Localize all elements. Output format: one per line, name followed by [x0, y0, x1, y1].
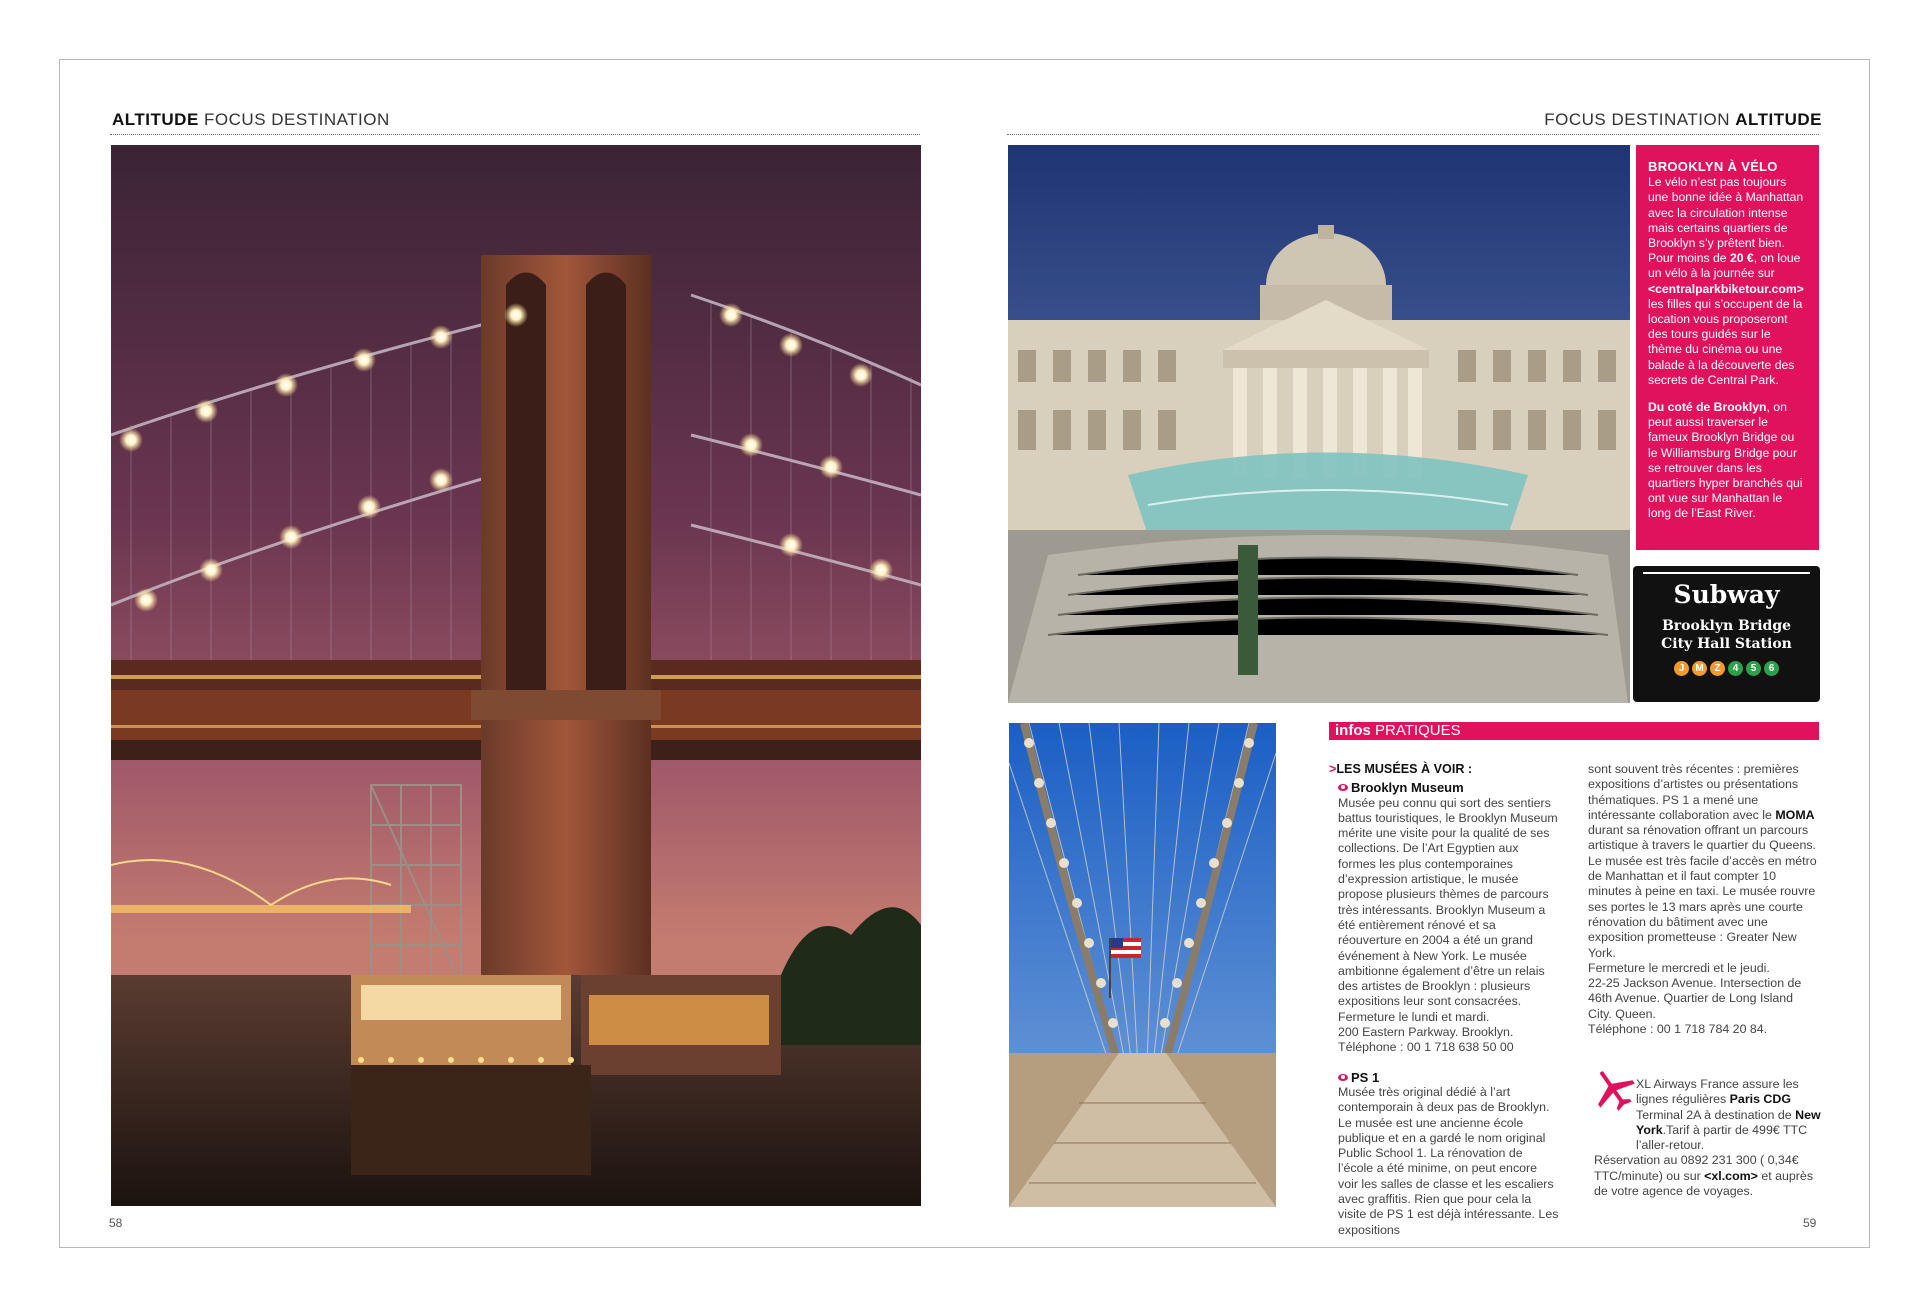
page-number-right: 59 — [1803, 1216, 1817, 1230]
airline-text: XL Airways France assure les lignes régulières — [1636, 1077, 1799, 1107]
museum-description — [1588, 762, 1820, 961]
museum-entry-brooklyn — [1329, 780, 1559, 1238]
station-line-2: City Hall Station — [1661, 636, 1792, 652]
airline-text-indent — [1594, 1077, 1824, 1153]
infos-bar-light: PRATIQUES — [1375, 722, 1461, 739]
box-price: 20 € — [1729, 251, 1754, 266]
subway-line-bullet: M — [1692, 661, 1707, 676]
museum-name: PS 1 — [1351, 1069, 1380, 1085]
box-text: Le vélo n’est pas toujours une bonne idée à Manhattan avec la circulation intense mais certains quartiers de Brooklyn s’y prêtent bien. Pour moins de — [1648, 175, 1804, 266]
header-rule — [1007, 134, 1819, 135]
museum-title — [1338, 1070, 1559, 1085]
airline-text: et auprès de votre agence de voyages. — [1594, 1168, 1814, 1199]
museum-phone: Téléphone : 00 1 718 784 20 84. — [1588, 1022, 1768, 1037]
arrow-icon: > — [1329, 762, 1337, 776]
header-rule — [110, 134, 920, 135]
airline-origin: Paris CDG — [1729, 1092, 1791, 1107]
subway-word: Subway — [1673, 580, 1780, 609]
subway-line-bullet: 5 — [1746, 661, 1761, 676]
infos-column-1 — [1329, 762, 1559, 1238]
subway-line-bullet: Z — [1710, 661, 1725, 676]
museum-address: 22-25 Jackson Avenue. Intersection de 46th Avenue. Quartier de Long Island City. Queen. — [1588, 976, 1802, 1021]
section-heading — [1329, 762, 1559, 777]
museum-hours: Fermeture le mercredi et le jeudi. — [1588, 960, 1770, 975]
subway-line-bullet: 6 — [1764, 661, 1779, 676]
infos-pratiques-bar — [1329, 722, 1819, 740]
box-paragraph-1 — [1648, 175, 1807, 388]
box-subhead: Du coté de Brooklyn — [1648, 400, 1767, 415]
bridge-cables-photo — [1009, 723, 1276, 1207]
museum-hours: Fermeture le lundi et mardi. — [1338, 1009, 1490, 1024]
section-title: LES MUSÉES À VOIR : — [1336, 762, 1473, 776]
airline-website-link[interactable]: <xl.com> — [1704, 1168, 1758, 1183]
eye-icon — [1338, 784, 1348, 791]
header-section: FOCUS DESTINATION — [1544, 110, 1730, 129]
box-title: BROOKLYN À VÉLO — [1648, 159, 1778, 174]
eye-icon — [1338, 1074, 1348, 1081]
airline-booking — [1594, 1153, 1824, 1199]
header-section: FOCUS DESTINATION — [204, 110, 390, 129]
subway-lines — [1633, 661, 1820, 676]
airline-info — [1594, 1077, 1824, 1199]
moma-label: MOMA — [1775, 807, 1815, 822]
header-right — [1544, 110, 1822, 130]
subway-sign — [1633, 566, 1820, 702]
header-brand: ALTITUDE — [1735, 110, 1822, 129]
museum-name: Brooklyn Museum — [1351, 780, 1464, 796]
museum-title — [1338, 780, 1559, 795]
museum-phone: Téléphone : 00 1 718 638 50 00 — [1338, 1040, 1514, 1055]
brooklyn-a-velo-box — [1636, 145, 1819, 550]
column-text: sont souvent très récentes : premières expositions d’artistes ou présentations thématiques. PS 1 a mené une intéressante collaboration avec le — [1588, 762, 1799, 822]
station-line-1: Brooklyn Bridge — [1661, 618, 1792, 634]
sign-rule — [1643, 572, 1810, 574]
airline-text: Réservation au 0892 231 300 ( 0,34€ TTC/minute) ou sur — [1594, 1153, 1799, 1183]
page-number-left: 58 — [109, 1216, 123, 1230]
airline-text: Terminal 2A à destination de — [1636, 1107, 1796, 1122]
subway-line-bullet: 4 — [1728, 661, 1743, 676]
museum-description: Musée peu connu qui sort des sentiers battus touristiques, le Brooklyn Museum mérite une visite pour la qualité de ses collections. De l’Art Egyptien aux formes les plus contemporaines d’expression artistique, le musée propose plusieurs thèmes de parcours très intéressants. Brooklyn Museum a été entièrement rénové et sa réouverture en 2004 a été un grand événement à New York. Le musée ambitionne également d’être un relais des artistes de Brooklyn : plusieurs expositions leur sont consacrées. — [1338, 795, 1558, 1009]
box-text: les filles qui s’occupent de la location vous proposeront des tours guidés sur le thème du cinéma ou une balade à la découverte des secrets de Central Park. — [1648, 296, 1803, 387]
box-text: , on peut aussi traverser le fameux Brooklyn Bridge ou le Williamsburg Bridge pour se retrouver dans les quartiers hyper branchés qui ont vue sur Manhattan le long de l’East River. — [1648, 400, 1803, 521]
box-website-link[interactable]: <centralparkbiketour.com> — [1648, 281, 1804, 296]
museum-address: 200 Eastern Parkway. Brooklyn. — [1338, 1025, 1514, 1040]
museum-description: Musée très original dédié à l’art contemporain à deux pas de Brooklyn. Le musée est une ancienne école publique et en a gardé le nom original Public School 1. La rénovation de l’école a été minime, on peut encore voir les salles de classe et les escaliers avec graffitis. Rien que pour cela la visite de PS 1 est déjà intéressante. Les expositions — [1338, 1084, 1559, 1237]
airline-text: .Tarif à partir de 499€ TTC l’aller-retour. — [1636, 1122, 1808, 1153]
brooklyn-museum-photo — [1008, 145, 1630, 703]
box-paragraph-2 — [1648, 400, 1807, 522]
header-brand: ALTITUDE — [112, 110, 199, 129]
header-left — [112, 110, 390, 130]
infos-column-2 — [1588, 762, 1820, 1037]
airline-destination: New York — [1636, 1107, 1821, 1137]
column-text: durant sa rénovation offrant un parcours artistique à travers le quartier du Queens. Le musée est très facile d’accès en métro de Manhattan et il faut compter 10 minutes à peine en taxi. Le musée rouvre ses portes le 13 mars après une courte rénovation du bâtiment avec une exposition prometteuse : Greater New York. — [1588, 823, 1817, 960]
subway-line-bullet: J — [1674, 661, 1689, 676]
box-text: , on loue un vélo à la journée sur — [1648, 251, 1801, 281]
brooklyn-bridge-photo — [111, 145, 921, 1206]
infos-bar-bold: infos — [1335, 722, 1371, 739]
